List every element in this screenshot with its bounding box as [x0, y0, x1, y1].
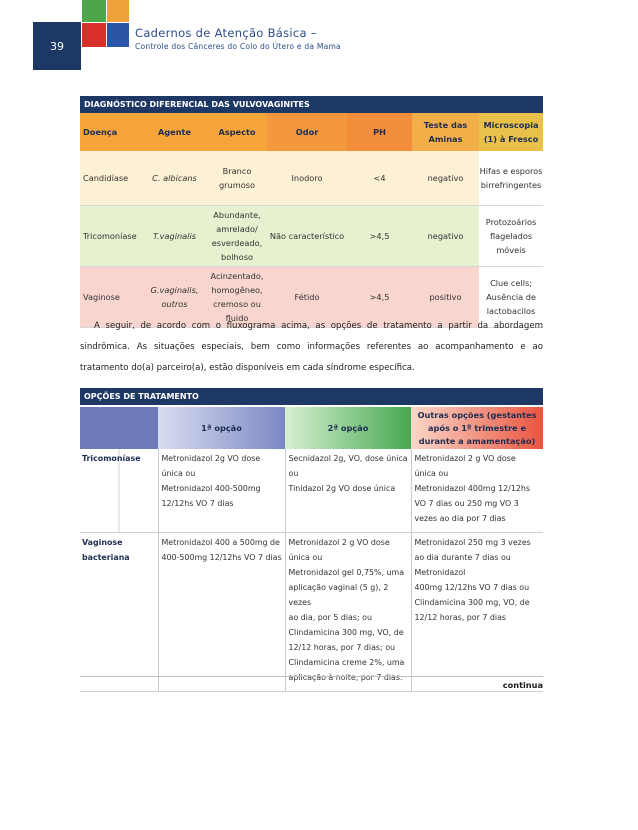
text-line: Clindamicina creme 2%, uma — [288, 658, 405, 667]
agent: C. albicans — [142, 151, 207, 206]
aspect: Acinzentado, homogêneo, cremoso ou fluido — [207, 267, 267, 328]
table-row — [80, 449, 543, 533]
ph: <4 — [347, 151, 412, 206]
treatment-disease-name: Tricomoníase — [80, 449, 158, 533]
odor: Não característico — [267, 206, 347, 267]
table1-caption: DIAGNÓSTICO DIFERENCIAL DAS VULVOVAGINITES — [80, 96, 543, 113]
second-option-cell — [285, 533, 411, 692]
text-line: ou — [288, 469, 299, 478]
page-title: Cadernos de Atenção Básica – — [135, 26, 317, 40]
header-block-green — [82, 0, 106, 22]
text-line: 400-500mg 12/12hs VO 7 dias — [161, 553, 282, 562]
table1-header-agente: Agente — [142, 113, 207, 151]
disease-name: Vaginose — [80, 267, 142, 328]
text-line: Metronidazol — [414, 568, 466, 577]
table1-header-odor: Odor — [267, 113, 347, 151]
text-line: Metronidazol 250 mg 3 vezes — [414, 538, 531, 547]
aspect: Branco grumoso — [207, 151, 267, 206]
paragraph-text: A seguir, de acordo com o fluxograma acima, as opções de tratamento a partir da abordagem sindrômica. As situações especiais, bem como informações referentes ao acompanhamento e ao tratamento do(a) parceiro(a), estão disponíveis em cada síndrome específica. — [80, 321, 543, 373]
table-row — [80, 206, 543, 267]
differential-diagnosis-table — [80, 96, 543, 328]
table2-header-first-option: 1ª opção — [158, 406, 285, 449]
text-line: ao dia durante 7 dias ou — [414, 553, 511, 562]
treatment-options-table — [80, 388, 543, 692]
table-row — [80, 151, 543, 206]
continua-label: continua — [502, 680, 543, 690]
aspect: Abundante, amrelado/ esverdeado, bolhoso — [207, 206, 267, 267]
text-line: vezes ao dia por 7 dias — [414, 514, 506, 523]
odor: Fétido — [267, 267, 347, 328]
text-line: VO 7 dias ou 250 mg VO 3 — [414, 499, 519, 508]
text-line: Tinidazol 2g VO dose única — [288, 484, 396, 493]
table1-header-microscopia: Microscopia (1) à Fresco — [479, 113, 543, 151]
text-line: Clindamicina 300 mg, VO, de — [288, 628, 404, 637]
text-line: Clindamicina 300 mg, VO, de — [414, 598, 530, 607]
text-line: ao dia, por 5 dias; ou — [288, 613, 372, 622]
amine-test: negativo — [412, 151, 479, 206]
second-option-cell — [285, 449, 411, 533]
table1-header-ph: PH — [347, 113, 412, 151]
text-line: Metronidazol gel 0,75%, uma — [288, 568, 405, 577]
table2-caption: OPÇÕES DE TRATAMENTO — [80, 388, 543, 406]
header-block-blue — [107, 23, 129, 47]
microscopy: Hifas e esporos birrefringentes — [479, 151, 543, 206]
disease-name: Candidíase — [80, 151, 142, 206]
microscopy: Protozoários flagelados móveis — [479, 206, 543, 267]
table1-header-aspecto: Aspecto — [207, 113, 267, 151]
table2-header-other-options: Outras opções (gestantes após o 1º trimestre e durante a amamentação) — [411, 406, 543, 449]
disease-name: Tricomoníase — [80, 206, 142, 267]
text-line: aplicação vaginal (5 g), 2 vezes — [288, 583, 389, 607]
agent: T.vaginalis — [142, 206, 207, 267]
text-line: Metronidazol 400 a 500mg de — [161, 538, 280, 547]
text-line: Metronidazol 2 g VO dose — [414, 454, 516, 463]
table-row — [80, 533, 543, 692]
table1-header-teste-aminas: Teste das Aminas — [412, 113, 479, 151]
other-options-cell — [411, 533, 543, 692]
text-line: 12/12hs VO 7 dias — [161, 499, 234, 508]
text-line: Metronidazol 2g VO dose — [161, 454, 261, 463]
body-paragraph — [80, 316, 543, 379]
text-line: aplicação à noite, por 7 dias. — [288, 673, 403, 682]
text-line: única ou — [161, 469, 196, 478]
agent: G.vaginalis, outros — [142, 267, 207, 328]
table2-header-second-option: 2ª opção — [285, 406, 411, 449]
first-option-cell — [158, 533, 285, 692]
amine-test: positivo — [412, 267, 479, 328]
microscopy: Clue cells; Ausência de lactobacilos — [479, 267, 543, 328]
header-block-red — [82, 23, 106, 47]
treatment-disease-name: Vaginose bacteriana — [80, 533, 158, 692]
page-number: 39 — [33, 22, 81, 70]
text-line: única ou — [288, 553, 323, 562]
text-line: Metronidazol 2 g VO dose — [288, 538, 390, 547]
amine-test: negativo — [412, 206, 479, 267]
text-line: Secnidazol 2g, VO, dose única — [288, 454, 408, 463]
text-line: 400mg 12/12hs VO 7 dias ou — [414, 583, 530, 592]
table1-header-doenca: Doença — [80, 113, 142, 151]
header-block-orange — [107, 0, 129, 22]
table-bottom-rule — [80, 676, 543, 677]
other-options-cell — [411, 449, 543, 533]
first-option-cell — [158, 449, 285, 533]
ph: >4,5 — [347, 206, 412, 267]
text-line: Metronidazol 400mg 12/12hs — [414, 484, 530, 493]
text-line: 12/12 horas, por 7 dias; ou — [288, 643, 396, 652]
page-subtitle: Controle dos Cânceres do Colo do Útero e da Mama — [135, 42, 341, 51]
ph: >4,5 — [347, 267, 412, 328]
text-line: 12/12 horas, por 7 dias — [414, 613, 507, 622]
table2-header-blank — [80, 406, 158, 449]
text-line: Metronidazol 400-500mg — [161, 484, 261, 493]
odor: Inodoro — [267, 151, 347, 206]
text-line: única ou — [414, 469, 449, 478]
